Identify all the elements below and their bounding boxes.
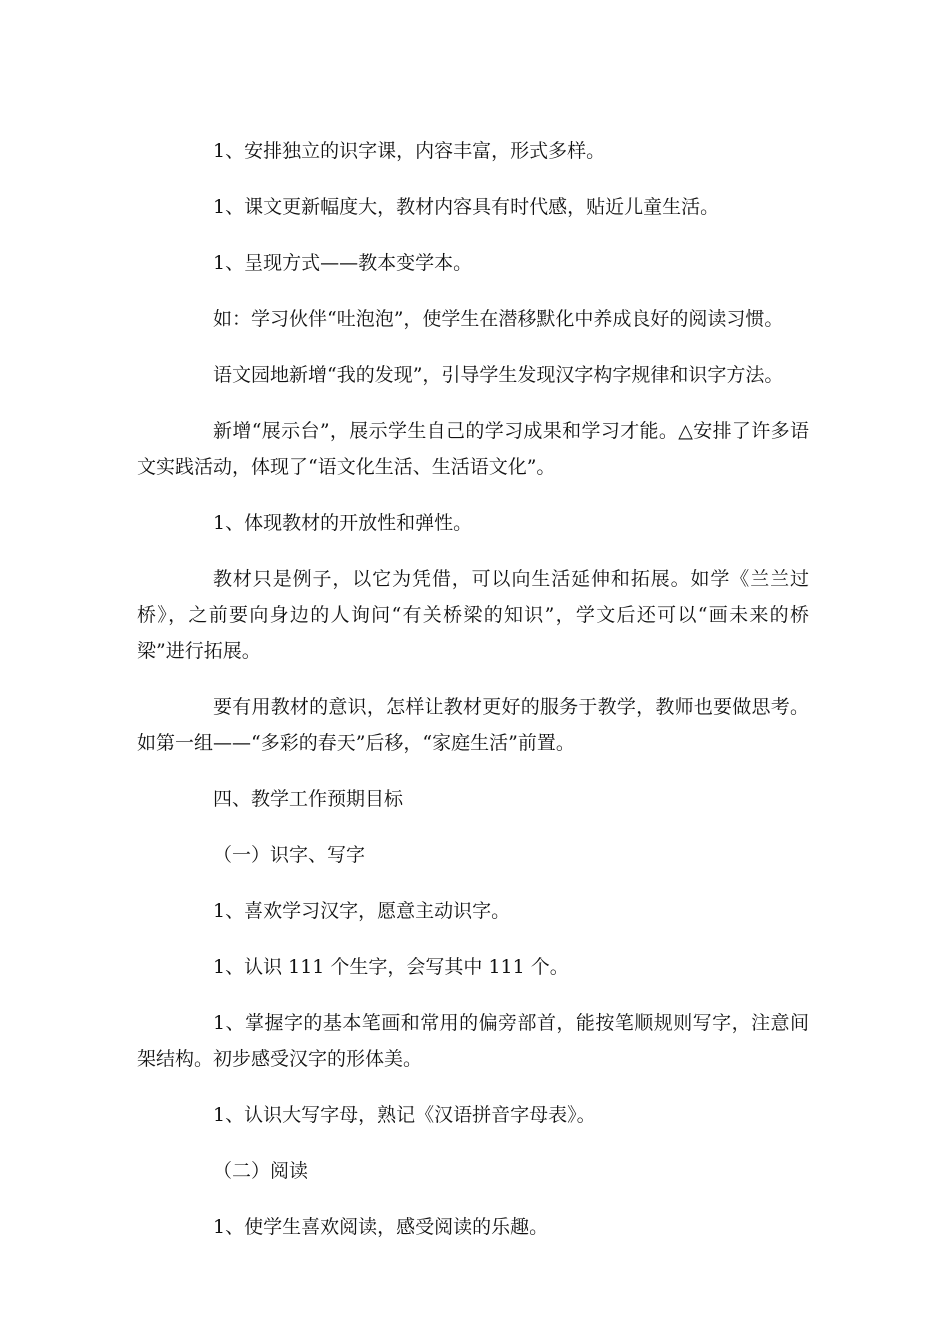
document-body: [137, 133, 809, 1265]
paragraph-13: 1、认识 111 个生字，会写其中 111 个。: [213, 956, 569, 978]
section-heading-goals: 四、教学工作预期目标: [213, 788, 404, 810]
subheading-literacy-writing: （一）识字、写字: [213, 844, 366, 866]
paragraph-12: 1、喜欢学习汉字，愿意主动识字。: [213, 900, 511, 922]
subheading-reading: （二）阅读: [213, 1160, 309, 1182]
paragraph-5: 语文园地新增“我的发现”，引导学生发现汉字构字规律和识字方法。: [213, 364, 784, 386]
paragraph-2: 1、课文更新幅度大，教材内容具有时代感，贴近儿童生活。: [213, 196, 720, 218]
paragraph-1: 1、安排独立的识字课，内容丰富，形式多样。: [213, 140, 606, 162]
paragraph-9: 要有用教材的意识，怎样让教材更好的服务于教学，教师也要做思考。如第一组——“多彩的春天”后移，“家庭生活”前置。: [137, 696, 809, 754]
paragraph-8: 教材只是例子，以它为凭借，可以向生活延伸和拓展。如学《兰兰过桥》，之前要向身边的人询问“有关桥梁的知识”，学文后还可以“画未来的桥梁”进行拓展。: [137, 568, 809, 662]
paragraph-7: 1、体现教材的开放性和弹性。: [213, 512, 473, 534]
paragraph-15: 1、认识大写字母，熟记《汉语拼音字母表》。: [213, 1104, 596, 1126]
paragraph-14: 1、掌握字的基本笔画和常用的偏旁部首，能按笔顺规则写字，注意间架结构。初步感受汉字的形体美。: [137, 1012, 809, 1070]
paragraph-4: 如：学习伙伴“吐泡泡”，使学生在潜移默化中养成良好的阅读习惯。: [213, 308, 784, 330]
paragraph-3: 1、呈现方式——教本变学本。: [213, 252, 473, 274]
paragraph-17: 1、使学生喜欢阅读，感受阅读的乐趣。: [213, 1216, 549, 1238]
paragraph-6: 新增“展示台”，展示学生自己的学习成果和学习才能。△安排了许多语文实践活动，体现了“语文化生活、生活语文化”。: [137, 420, 809, 478]
